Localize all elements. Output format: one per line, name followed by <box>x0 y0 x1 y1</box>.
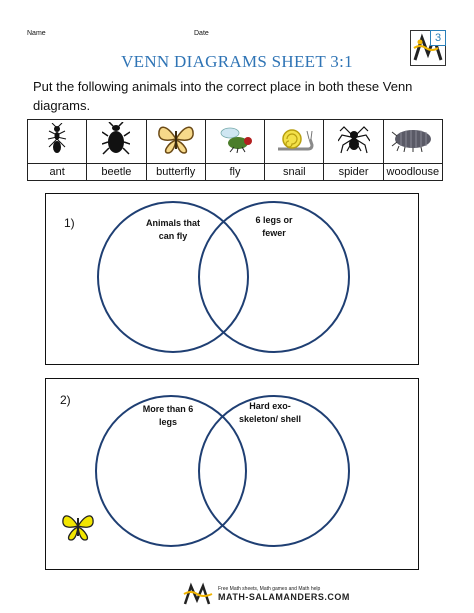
fly-icon <box>216 125 254 153</box>
animal-cell-snail <box>265 120 324 164</box>
snail-icon <box>274 125 314 153</box>
animal-cell-butterfly <box>146 120 205 164</box>
animal-name: beetle <box>87 164 146 181</box>
date-label: Date <box>194 30 209 37</box>
venn-label-left: More than 6 legs <box>142 404 194 427</box>
animal-cell-ant <box>28 120 87 164</box>
spider-icon <box>338 123 370 155</box>
animal-name: snail <box>265 164 324 181</box>
animal-cell-spider <box>324 120 383 164</box>
instructions-text: Put the following animals into the correct place in both these Venn diagrams. <box>33 79 413 113</box>
animal-name: spider <box>324 164 383 181</box>
ant-icon <box>45 123 69 155</box>
butterfly-icon <box>60 512 96 542</box>
animal-cell-fly <box>205 120 264 164</box>
woodlouse-icon <box>391 126 435 152</box>
venn-diagram-2 <box>45 378 419 570</box>
footer-site: MATH-SALAMANDERS.COM <box>218 592 350 602</box>
page-title: VENN DIAGRAMS SHEET 3:1 <box>121 52 353 71</box>
salamander-icon <box>182 582 216 608</box>
name-label: Name <box>27 30 46 37</box>
butterfly-icon <box>156 123 196 155</box>
animal-name: woodlouse <box>383 164 442 181</box>
animal-name: fly <box>205 164 264 181</box>
venn-circles <box>46 194 418 364</box>
animal-name: butterfly <box>146 164 205 181</box>
venn-number: 1) <box>64 216 75 230</box>
venn-diagram-1 <box>45 193 419 365</box>
footer-text <box>218 586 350 603</box>
venn-number: 2) <box>60 393 71 407</box>
grade-badge: 3 <box>430 30 446 46</box>
venn-label-left: Animals that can fly <box>145 218 200 241</box>
venn-label-right: 6 legs or fewer <box>255 215 293 238</box>
animal-table <box>27 119 443 181</box>
beetle-icon <box>102 122 130 156</box>
footer-tagline: Free Math sheets, Math games and Math help <box>218 586 321 592</box>
animal-cell-woodlouse <box>383 120 442 164</box>
animal-cell-beetle <box>87 120 146 164</box>
venn-label-right: Hard exo-skeleton/ shell <box>238 401 302 424</box>
butterfly-decoration <box>60 512 96 542</box>
animal-name: ant <box>28 164 87 181</box>
